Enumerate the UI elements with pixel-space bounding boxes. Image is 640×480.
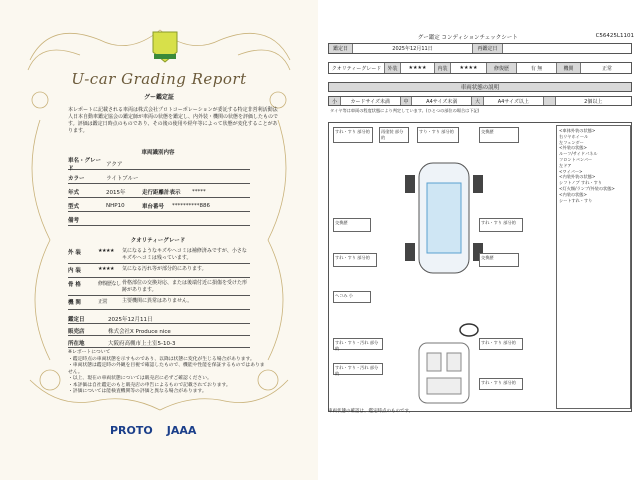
quality-grade-title: クオリティーグレード	[130, 238, 186, 244]
grading-report-panel	[0, 0, 318, 480]
appraisal-date-row: 鑑定日 2025年12月11日	[68, 314, 250, 324]
vehicle-row-name: 車名・グレード アクア	[68, 158, 250, 170]
car-interior-icon	[409, 338, 479, 408]
grade-row-interior: 内 装 ★★★★ 気になる汚れ等が部分的にあります。	[68, 266, 250, 278]
vehicle-row-year: 年式 2015年 走行距離計表示 *****	[68, 186, 250, 198]
vehicle-row-color: カラー ライトブルー	[68, 172, 250, 184]
sheet-header	[340, 33, 634, 41]
report-subtitle: グー鑑定証	[143, 94, 174, 101]
condition-header: 車両状態の説明	[328, 82, 632, 92]
vehicle-row-model: 型式 NHP10 車台番号 **********886	[68, 200, 250, 212]
condition-box: すれ・すり 部分的	[479, 218, 523, 232]
vehicle-section-title: 車両識別内容	[141, 150, 175, 156]
date-table: 鑑定日 2025年12月11日 再鑑定日	[328, 43, 632, 54]
condition-box: すれ・すり・汚れ 部分的	[333, 363, 383, 375]
vehicle-row-notes: 備考	[68, 214, 250, 226]
grade-table: クオリティーグレード 外装 ★★★★ 内装 ★★★★ 修復歴 有 無 機関 正常	[328, 62, 632, 74]
condition-box: すれ・すり 部分的	[479, 378, 523, 390]
car-topview-icon	[399, 153, 489, 283]
report-title: U-car Grading Report	[71, 70, 247, 88]
condition-box: 交換歴	[479, 127, 519, 143]
goo-badge-icon	[150, 30, 180, 64]
condition-box: すれ・すり・汚れ 部分的	[333, 338, 383, 350]
grade-row-frame: 骨 格 修復歴なし 骨格部位の交換対応、または後端付近に損傷を受けた形跡があります。	[68, 280, 250, 296]
legend-text: タイヤ等は車両の程度状態により判定しています。(ひとつの部位の場合は下記)	[330, 108, 480, 113]
condition-box: すれ・すり 部分的	[333, 253, 377, 267]
bottom-note: 車両状態の確認は、鑑定時点のものです。	[328, 409, 414, 414]
sheet-id: C56425L1101	[595, 33, 634, 39]
condition-box: すり・すり 部分的	[417, 127, 459, 143]
condition-box: 交換歴	[479, 253, 519, 267]
condition-box: すれ・すり 部分的	[479, 338, 523, 350]
shop-row: 販売店 株式会社X Produce nice	[68, 326, 250, 336]
address-row: 所在地 大阪府高槻市上土室5-10-3	[68, 338, 250, 348]
condition-notes-box: <車体外装の状態> 右リヤホイール 左フェンダー <外装の状態> ルーフ/サイドパネル フロントバンパー 左ドア <ワイパー> <内装外装の状態> シフトノブ すれ・すり <灯火類/ランプ/外装の状態> <内装の状態> シートすれ・すり	[556, 125, 631, 409]
proto-logo: PROTO	[110, 424, 153, 437]
condition-box: ヘコみ 小	[333, 291, 371, 303]
footer-logos	[110, 424, 196, 437]
sheet-title: グー鑑定 コンディションチェックシート	[417, 35, 518, 41]
condition-box: すれ・すり 部分的	[333, 127, 373, 143]
report-intro: 本レポートに記載される車両は株式会社プロトコーポレーションが委託する特定非営利活動法人日本自動車鑑定協会の鑑定師が車両の状態を鑑定し、内外装・機関の状態を評価したものです。評価は鑑定日時点のものであり、その後の使用や経年等によって状態が変化することがあります。	[68, 107, 279, 134]
size-legend-row: 小 カードサイズ未満 中 A4サイズ未満 大 A4サイズ以上 2個以上	[328, 96, 632, 106]
vehicle-diagram	[328, 122, 632, 412]
condition-check-sheet	[320, 0, 640, 480]
report-notes: ※レポートについて ・鑑定時点の車両状態を示すものであり、以降は状態に変化が生じる場合があります。 ・車両状態は鑑定時の外観を目視で確認したもので、機能や性能を保証するものではありません。 ・以上、現在の車両状態については販売店に必ずご確認ください。 ・本評価は自社鑑定のもと販売店の申告によるもので記載されております。 ・評価については能検査機関等の評価と異なる場合があります。	[68, 350, 265, 394]
steering-wheel-icon	[459, 323, 479, 337]
condition-box: 交換歴	[333, 218, 371, 232]
condition-box: 再塗装 部分的	[379, 127, 409, 143]
jaaa-logo: JAAA	[166, 424, 197, 437]
grade-row-engine: 機 関 正常 主要機関に異常はありません。	[68, 298, 250, 310]
grade-row-exterior: 外 装 ★★★★ 気になるようなキズやヘコミは補修済みですが、小さなキズやヘコミは残っています。	[68, 248, 250, 264]
